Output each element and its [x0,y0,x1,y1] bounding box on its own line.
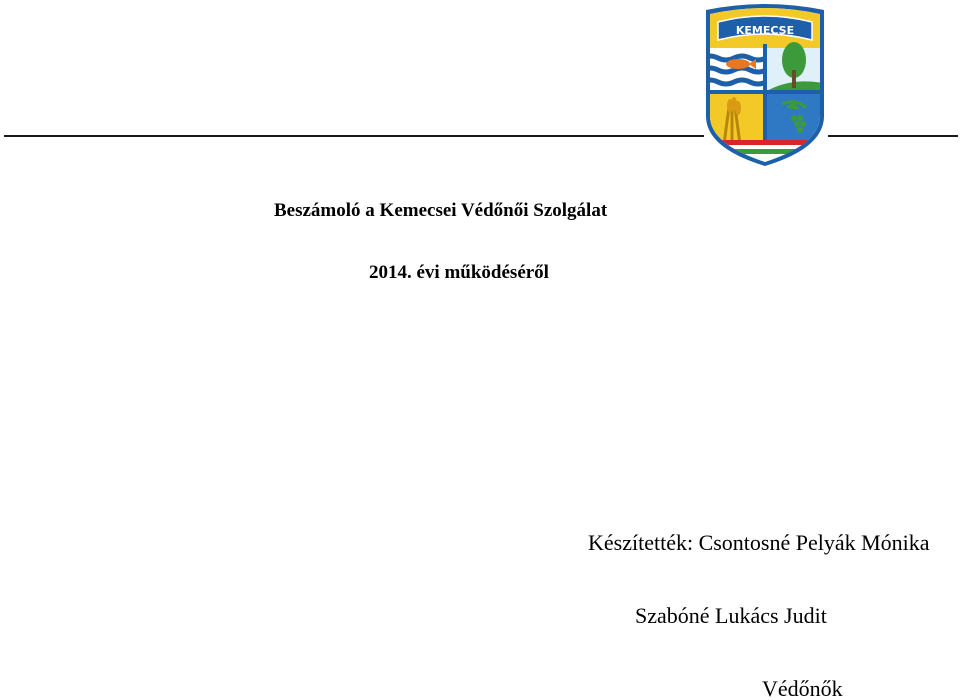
header-rule-right [828,135,958,137]
document-title: Beszámoló a Kemecsei Védőnői Szolgálat [274,200,608,221]
prepared-by-line: Készítették: Csontosné Pelyák Mónika [588,530,930,555]
authors-role: Védőnők [762,676,843,700]
header-rule-left [4,135,704,137]
kemecse-coat-of-arms [702,4,828,166]
second-author: Szabóné Lukács Judit [635,603,827,628]
crest-banner-text: KEMECSE [735,24,795,37]
document-subtitle: 2014. évi működéséről [369,262,549,283]
